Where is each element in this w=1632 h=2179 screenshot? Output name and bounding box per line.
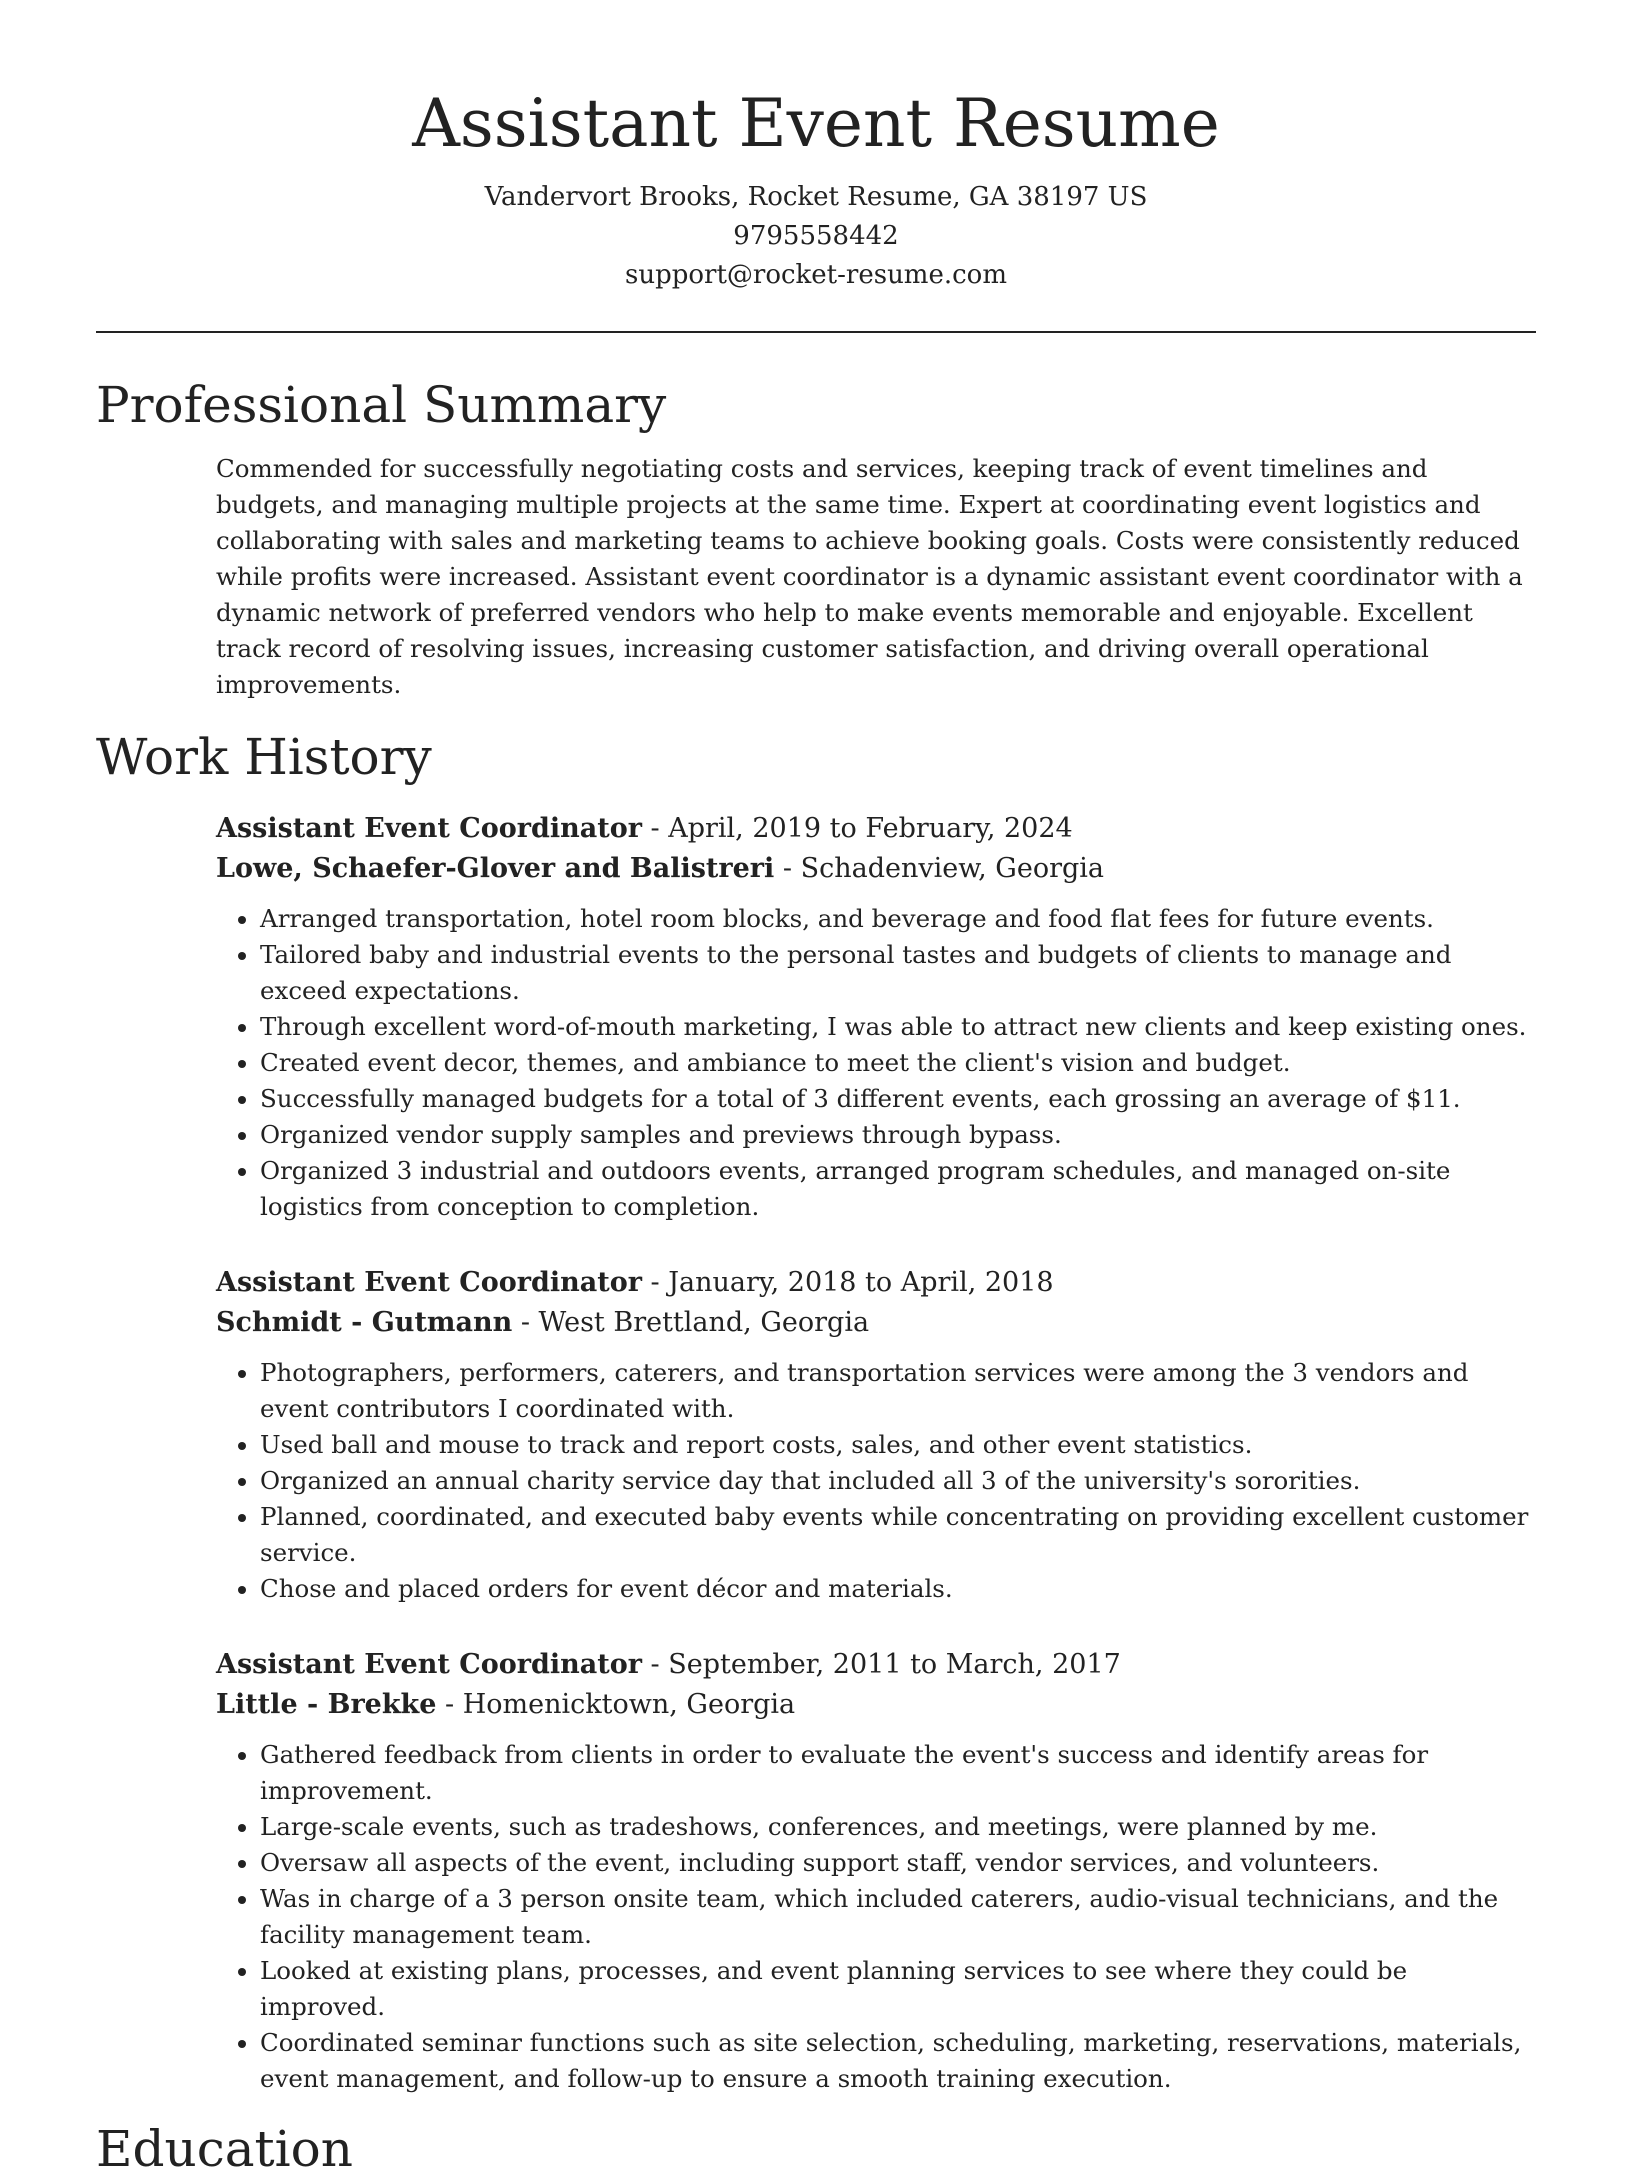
- contact-email: support@rocket-resume.com: [624, 259, 1007, 290]
- job-duty: • Oversaw all aspects of the event, including support staff, vendor services, and volunteers.: [260, 1845, 1536, 1881]
- job-duty: • Through excellent word-of-mouth marketing, I was able to attract new clients and keep existing ones.: [260, 1009, 1536, 1045]
- job-entry: [216, 809, 1536, 1225]
- contact-address: Vandervort Brooks, Rocket Resume, GA 38197 US: [484, 181, 1148, 212]
- job-entry: [216, 1645, 1536, 2097]
- job-duty: • Organized an annual charity service day that included all 3 of the university's sororities.: [260, 1463, 1536, 1499]
- job-dates: - September, 2011 to March, 2017: [641, 1648, 1121, 1680]
- job-company: Schmidt - Gutmann: [216, 1306, 513, 1338]
- job-duty: • Photographers, performers, caterers, and transportation services were among the 3 vendors and event contributors I coordinated with.: [260, 1355, 1536, 1427]
- job-duty: • Chose and placed orders for event décor and materials.: [260, 1571, 1536, 1607]
- job-company: Lowe, Schaefer-Glover and Balistreri: [216, 852, 775, 884]
- job-title-line: [216, 809, 1536, 849]
- job-duties-list: [216, 1355, 1536, 1607]
- resume-page: [96, 0, 1536, 2179]
- work-history-heading: Work History: [96, 727, 432, 786]
- job-duty: • Large-scale events, such as tradeshows, conferences, and meetings, were planned by me.: [260, 1809, 1536, 1845]
- job-duty: • Gathered feedback from clients in order to evaluate the event's success and identify areas for improvement.: [260, 1737, 1536, 1809]
- job-duty: • Coordinated seminar functions such as site selection, scheduling, marketing, reservations, materials, event management, and follow-up to ensure a smooth training execution.: [260, 2025, 1536, 2097]
- job-location: - West Brettland, Georgia: [512, 1306, 870, 1338]
- job-location: - Homenicktown, Georgia: [436, 1688, 796, 1720]
- job-duty: • Was in charge of a 3 person onsite team, which included caterers, audio-visual technicians, and the facility management team.: [260, 1881, 1536, 1953]
- contact-phone: 9795558442: [733, 220, 899, 251]
- job-company-line: [216, 849, 1536, 889]
- job-duties-list: [216, 901, 1536, 1225]
- job-duty: • Used ball and mouse to track and report costs, sales, and other event statistics.: [260, 1427, 1536, 1463]
- job-location: - Schadenview, Georgia: [774, 852, 1105, 884]
- job-duty: • Looked at existing plans, processes, and event planning services to see where they could be improved.: [260, 1953, 1536, 2025]
- job-duty: • Planned, coordinated, and executed baby events while concentrating on providing excellent customer service.: [260, 1499, 1536, 1571]
- job-title: Assistant Event Coordinator: [216, 812, 642, 844]
- work-history-list: [216, 809, 1536, 2097]
- job-dates: - January, 2018 to April, 2018: [641, 1266, 1054, 1298]
- job-duty: • Created event decor, themes, and ambiance to meet the client's vision and budget.: [260, 1045, 1536, 1081]
- job-company-line: [216, 1685, 1536, 1725]
- job-duties-list: [216, 1737, 1536, 2097]
- job-company: Little - Brekke: [216, 1688, 437, 1720]
- job-duty: • Successfully managed budgets for a total of 3 different events, each grossing an average of $11.: [260, 1081, 1536, 1117]
- job-duty: • Tailored baby and industrial events to the personal tastes and budgets of clients to manage and exceed expectations.: [260, 937, 1536, 1009]
- resume-header: [96, 0, 1536, 295]
- job-duty: • Arranged transportation, hotel room blocks, and beverage and food flat fees for future events.: [260, 901, 1536, 937]
- job-duty: • Organized 3 industrial and outdoors events, arranged program schedules, and managed on-site logistics from conception to completion.: [260, 1153, 1536, 1225]
- education-heading: Education: [96, 2119, 353, 2178]
- resume-title: Assistant Event Resume: [412, 85, 1220, 162]
- summary-text: Commended for successfully negotiating costs and services, keeping track of event timelines and budgets, and managing multiple projects at the same time. Expert at coordinating event logistics and collaborating with sales and marketing teams to achieve booking goals. Costs were consistently reduced while profits were increased. Assistant event coordinator is a dynamic assistant event coordinator with a dynamic network of preferred vendors who help to make events memorable and enjoyable. Excellent track record of resolving issues, increasing customer satisfaction, and driving overall operational improvements.: [216, 453, 1523, 699]
- summary-heading: Professional Summary: [96, 375, 667, 434]
- header-divider: [96, 331, 1536, 333]
- job-title: Assistant Event Coordinator: [216, 1648, 642, 1680]
- job-entry: [216, 1263, 1536, 1607]
- job-title-line: [216, 1263, 1536, 1303]
- job-company-line: [216, 1303, 1536, 1343]
- contact-info: [96, 178, 1536, 295]
- job-dates: - April, 2019 to February, 2024: [641, 812, 1073, 844]
- job-duty: • Organized vendor supply samples and previews through bypass.: [260, 1117, 1536, 1153]
- job-title-line: [216, 1645, 1536, 1685]
- job-title: Assistant Event Coordinator: [216, 1266, 642, 1298]
